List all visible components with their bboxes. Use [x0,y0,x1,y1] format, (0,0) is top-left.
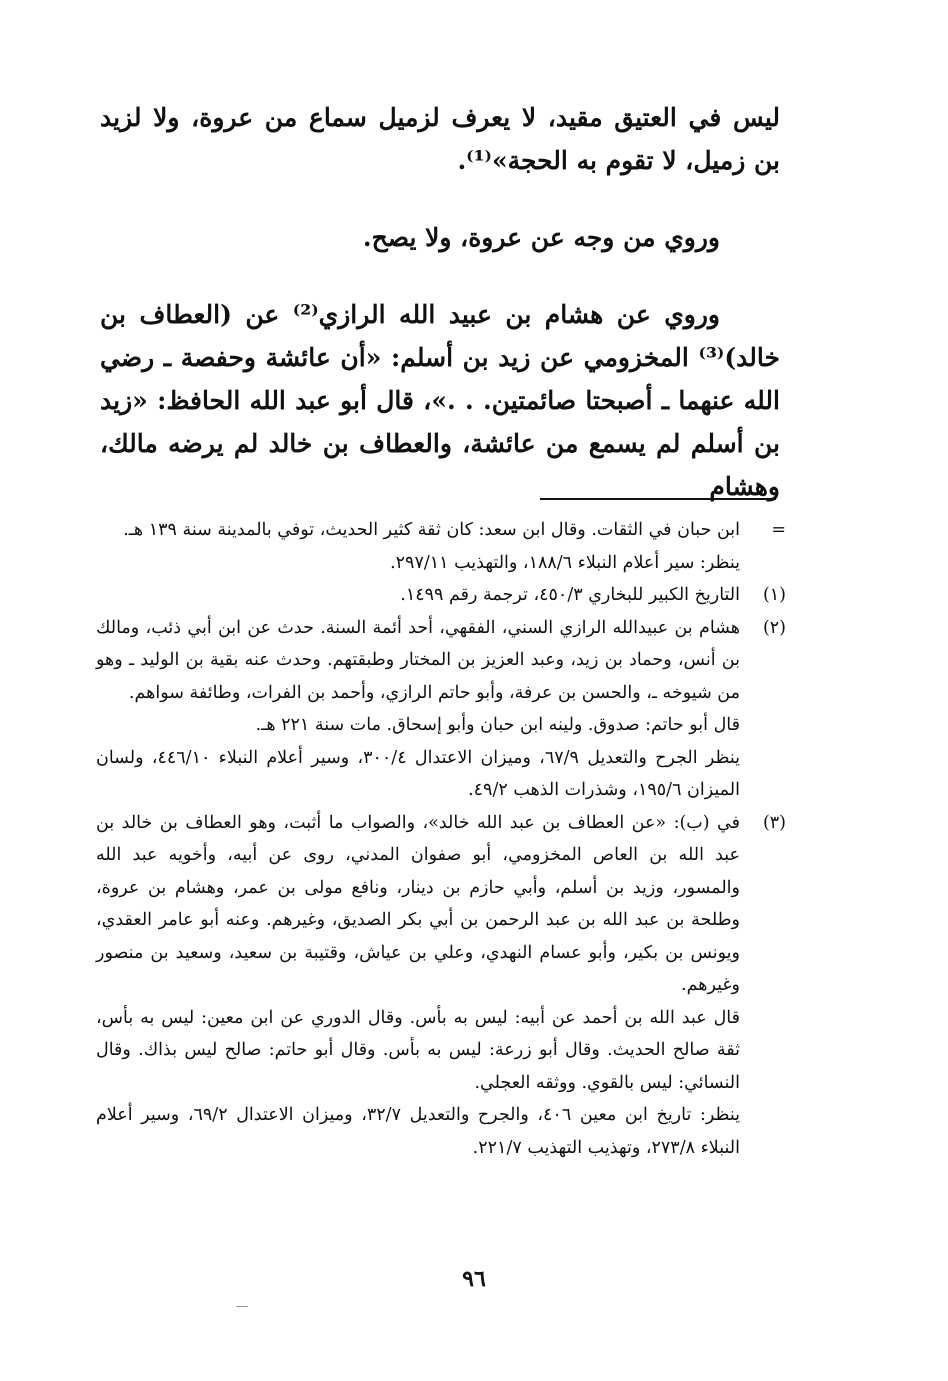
page-number: ٩٦ [462,1266,486,1292]
footnote-body [96,579,740,612]
footnote-1 [96,579,786,612]
footnote-body [96,807,740,1165]
footnote-line: ينظر: سير أعلام النبلاء ١٨٨/٦، والتهذيب ٢٩٧/١١. [390,552,740,573]
footnote-3 [96,807,786,1165]
footnote-line: ابن حبان في الثقات. وقال ابن سعد: كان ثقة كثير الحديث، توفي بالمدينة سنة ١٣٩ هـ. [123,520,740,540]
footnote-divider [540,498,776,500]
footnote-line: قال أبو حاتم: صدوق. ولينه ابن حبان وأبو إسحاق. مات سنة ٢٢١ هـ. [255,715,740,735]
footnote-line: قال عبد الله بن أحمد عن أبيه: ليس به بأس. وقال الدوري عن ابن معين: ليس به بأس، ثقة صالح الحديث. وقال أبو زرعة: ليس به بأس. وقال أبو حاتم: صالح ليس بذاك. وقال النسائي: ليس بالقوي. ووثقه العجلي. [96,1007,740,1093]
footnote-line: هشام بن عبيدالله الرازي السني، الفقهي، أحد أئمة السنة. حدث عن ابن أبي ذئب، ومالك بن أنس، وحماد بن زيد، وعبد العزيز بن المختار وطبقتهم. وحدث عنه بقية بن الوليد ـ وهو من شيوخه ـ، والحسن بن عرفة، وأبو حاتم الرازي، وأحمد بن الفرات، وطائفة سواهم. [96,617,740,703]
footnote-line: ينظر الجرح والتعديل ٦٧/٩، وميزان الاعتدال ٣٠٠/٤، وسير أعلام النبلاء ٤٤٦/١٠، ولسان الميزان ١٩٥/٦، وشذرات الذهب ٤٩/٢. [96,747,740,800]
scan-mark [236,1306,248,1307]
footnote-marker: (٢) [762,617,786,638]
footnotes [96,514,786,1164]
footnote-body [96,612,740,807]
paragraph-2: وروي من وجه عن عروة، ولا يصح. [362,223,720,252]
footnote-line: في (ب): «عن العطاف بن عبد الله خالد»، والصواب ما أثبت، وهو العطاف بن خالد بن عبد الله بن العاص المخزومي، أبو صفوان المدني، روى عن أبيه، وأخويه عبد الله والمسور، وزيد بن أسلم، وأبي حازم بن دينار، ونافع مولى بن عمر، وهشام بن عروة، وطلحة بن عبد الله بن عبد الرحمن بن أبي بكر الصديق، وغيرهم. وعنه أبو عامر العقدي، ويونس بن بكير، وأبو عسام النهدي، وعلي بن عياش، وقتيبة بن سعيد، وسعيد بن منصور وغيرهم. [96,812,740,995]
footnote-2 [96,612,786,807]
footnote-line: ينظر: تاريخ ابن معين ٤٠٦، والجرح والتعديل ٣٢/٧، وميزان الاعتدال ٦٩/٢، وسير أعلام النبلاء ٢٧٣/٨، وتهذيب التهذيب ٢٢١/٧. [96,1105,741,1158]
main-text [100,96,780,508]
footnote-body [96,514,740,579]
paragraph-3: وروي عن هشام بن عبيد الله الرازي⁽²⁾ عن (العطاف بن خالد)⁽³⁾ المخزومي عن زيد بن أسلم: «أن عائشة وحفصة ـ رضي الله عنهما ـ أصبحتا صائمتين. . .»، قال أبو عبد الله الحافظ: «زيد بن أسلم لم يسمع من عائشة، والعطاف بن خالد لم يرضه مالك، وهشام [100,300,780,501]
footnote-line: التاريخ الكبير للبخاري ٤٥٠/٣، ترجمة رقم ١٤٩٩. [400,585,740,605]
footnote-marker: = [771,520,786,540]
paragraph-1: ليس في العتيق مقيد، لا يعرف لزميل سماع من عروة، ولا لزيد بن زميل، لا تقوم به الحجة»⁽¹⁾. [100,103,780,175]
footnote-marker: (٣) [762,812,786,833]
footnote-continued [96,514,786,579]
footnote-marker: (١) [762,585,786,605]
